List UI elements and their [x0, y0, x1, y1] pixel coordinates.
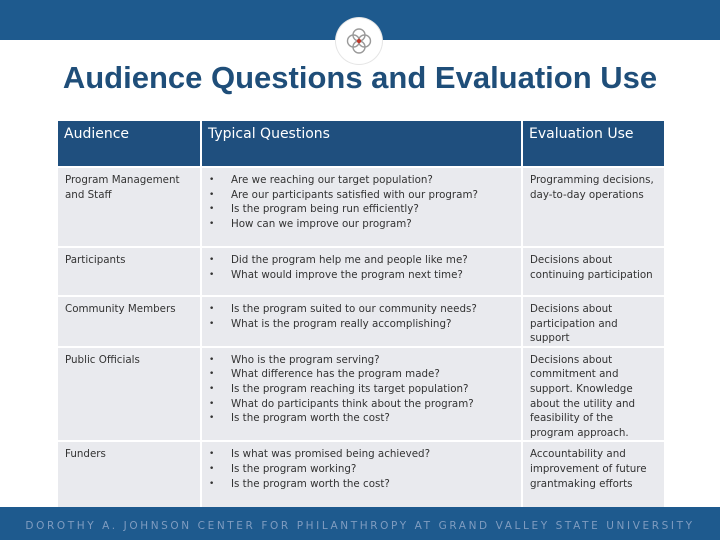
audience-cell: Public Officials	[57, 347, 201, 442]
question-item: • Is the program working?	[209, 462, 514, 477]
evaluation-use-cell: Accountability and improvement of future grantmaking efforts	[522, 441, 665, 510]
question-item: • Is the program suited to our community needs?	[209, 302, 514, 317]
evaluation-use-cell: Programming decisions, day-to-day operations	[522, 167, 665, 247]
column-header-audience: Audience	[57, 120, 201, 167]
question-item: • Is what was promised being achieved?	[209, 447, 514, 462]
table-row	[57, 247, 665, 296]
questions-list	[209, 447, 514, 491]
question-item: • Who is the program serving?	[209, 353, 514, 368]
evaluation-use-cell: Decisions about continuing participation	[522, 247, 665, 296]
question-item: • Did the program help me and people like me?	[209, 253, 514, 268]
question-item: • Is the program worth the cost?	[209, 477, 514, 492]
column-header-typical-questions: Typical Questions	[201, 120, 522, 167]
column-header-evaluation-use: Evaluation Use	[522, 120, 665, 167]
question-item: • Are we reaching our target population?	[209, 173, 514, 188]
table-row	[57, 296, 665, 347]
question-item: • What difference has the program made?	[209, 367, 514, 382]
audience-cell: Community Members	[57, 296, 201, 347]
question-item: • Is the program being run efficiently?	[209, 202, 514, 217]
question-item: • Is the program worth the cost?	[209, 411, 514, 426]
table-row	[57, 167, 665, 247]
question-item: • Is the program reaching its target population?	[209, 382, 514, 397]
questions-cell	[201, 347, 522, 442]
audience-cell: Participants	[57, 247, 201, 296]
questions-list	[209, 173, 514, 231]
audience-evaluation-table	[56, 119, 666, 511]
evaluation-use-cell: Decisions about participation and support	[522, 296, 665, 347]
questions-list	[209, 253, 514, 282]
question-item: • Are our participants satisfied with our program?	[209, 188, 514, 203]
question-item: • How can we improve our program?	[209, 217, 514, 232]
logo-icon	[336, 18, 382, 64]
interlocking-circles-logo-icon	[342, 24, 376, 58]
questions-list	[209, 302, 514, 331]
question-item: • What is the program really accomplishing?	[209, 317, 514, 332]
page-title: Audience Questions and Evaluation Use	[62, 60, 658, 95]
table-header-row	[57, 120, 665, 167]
questions-cell	[201, 167, 522, 247]
questions-list	[209, 353, 514, 426]
questions-cell	[201, 247, 522, 296]
footer-text: DOROTHY A. JOHNSON CENTER FOR PHILANTHROPY AT GRAND VALLEY STATE UNIVERSITY	[25, 520, 695, 532]
table-row	[57, 347, 665, 442]
question-item: • What do participants think about the program?	[209, 397, 514, 412]
evaluation-use-cell: Decisions about commitment and support. Knowledge about the utility and feasibility of the program approach.	[522, 347, 665, 442]
questions-cell	[201, 441, 522, 510]
audience-cell: Program Management and Staff	[57, 167, 201, 247]
table-row	[57, 441, 665, 510]
questions-cell	[201, 296, 522, 347]
audience-cell: Funders	[57, 441, 201, 510]
question-item: • What would improve the program next time?	[209, 268, 514, 283]
